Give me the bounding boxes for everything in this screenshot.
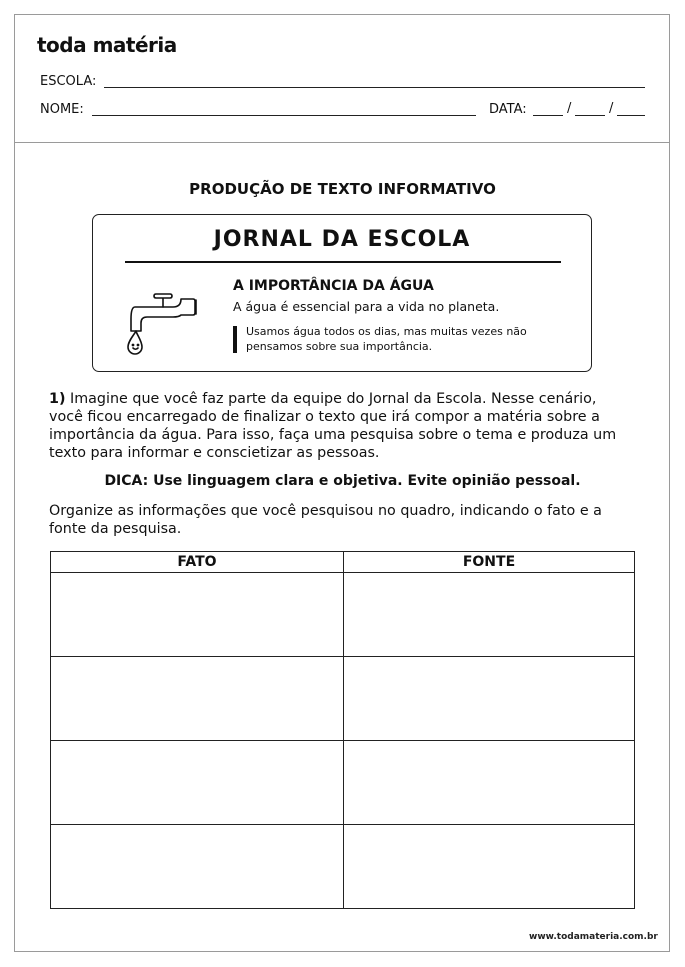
faucet-water-drop-icon (125, 273, 207, 357)
date-day-line[interactable] (533, 115, 563, 116)
newspaper-name: JORNAL DA ESCOLA (213, 227, 471, 252)
headline: A IMPORTÂNCIA DA ÁGUA (233, 278, 434, 294)
fact-cell[interactable] (51, 657, 344, 741)
subheadline: A água é essencial para a vida no planeta. (233, 299, 500, 314)
question-line-1: 1) Imagine que você faz parte da equipe do Jornal da Escola. Nesse cenário, (49, 391, 597, 407)
date-separator-2: / (609, 101, 614, 116)
fact-cell[interactable] (51, 573, 344, 657)
question-number: 1) (49, 391, 66, 407)
date-month-line[interactable] (575, 115, 605, 116)
fact-cell[interactable] (51, 825, 344, 909)
source-cell[interactable] (344, 825, 635, 909)
source-cell[interactable] (344, 573, 635, 657)
date-label: DATA: (489, 102, 527, 117)
instruction-line-1: Organize as informações que você pesquisou no quadro, indicando o fato e a (49, 503, 602, 519)
table-row (51, 657, 635, 741)
question-line-2: você ficou encarregado de finalizar o texto que irá compor a matéria sobre a (49, 409, 600, 425)
tip-text: DICA: Use linguagem clara e objetiva. Evite opinião pessoal. (104, 473, 581, 489)
school-field-line[interactable] (104, 87, 645, 88)
table-row (51, 573, 635, 657)
quote-bar (233, 326, 237, 353)
table-row (51, 741, 635, 825)
source-cell[interactable] (344, 657, 635, 741)
name-field-line[interactable] (92, 115, 476, 116)
question-line-4: texto para informar e conscietizar as pessoas. (49, 445, 380, 461)
instruction-line-2: fonte da pesquisa. (49, 521, 182, 537)
name-label: NOME: (40, 102, 84, 117)
newspaper-box (92, 214, 592, 372)
school-label: ESCOLA: (40, 74, 97, 89)
table-header-row (51, 552, 635, 573)
page-title: PRODUÇÃO DE TEXTO INFORMATIVO (189, 180, 496, 198)
brand-logo: toda matéria (37, 33, 177, 57)
table-row (51, 825, 635, 909)
footer-url: www.todamateria.com.br (529, 932, 658, 942)
fact-source-table (50, 551, 635, 909)
fact-cell[interactable] (51, 741, 344, 825)
question-line-3: importância da água. Para isso, faça uma pesquisa sobre o tema e produza um (49, 427, 617, 443)
source-cell[interactable] (344, 741, 635, 825)
header-fact: FATO (51, 552, 344, 573)
header-source: FONTE (344, 552, 635, 573)
date-separator-1: / (567, 101, 572, 116)
date-year-line[interactable] (617, 115, 645, 116)
pull-quote: Usamos água todos os dias, mas muitas vezes não pensamos sobre sua importância. (246, 325, 527, 353)
newspaper-rule (125, 261, 561, 263)
header-divider (14, 142, 670, 143)
